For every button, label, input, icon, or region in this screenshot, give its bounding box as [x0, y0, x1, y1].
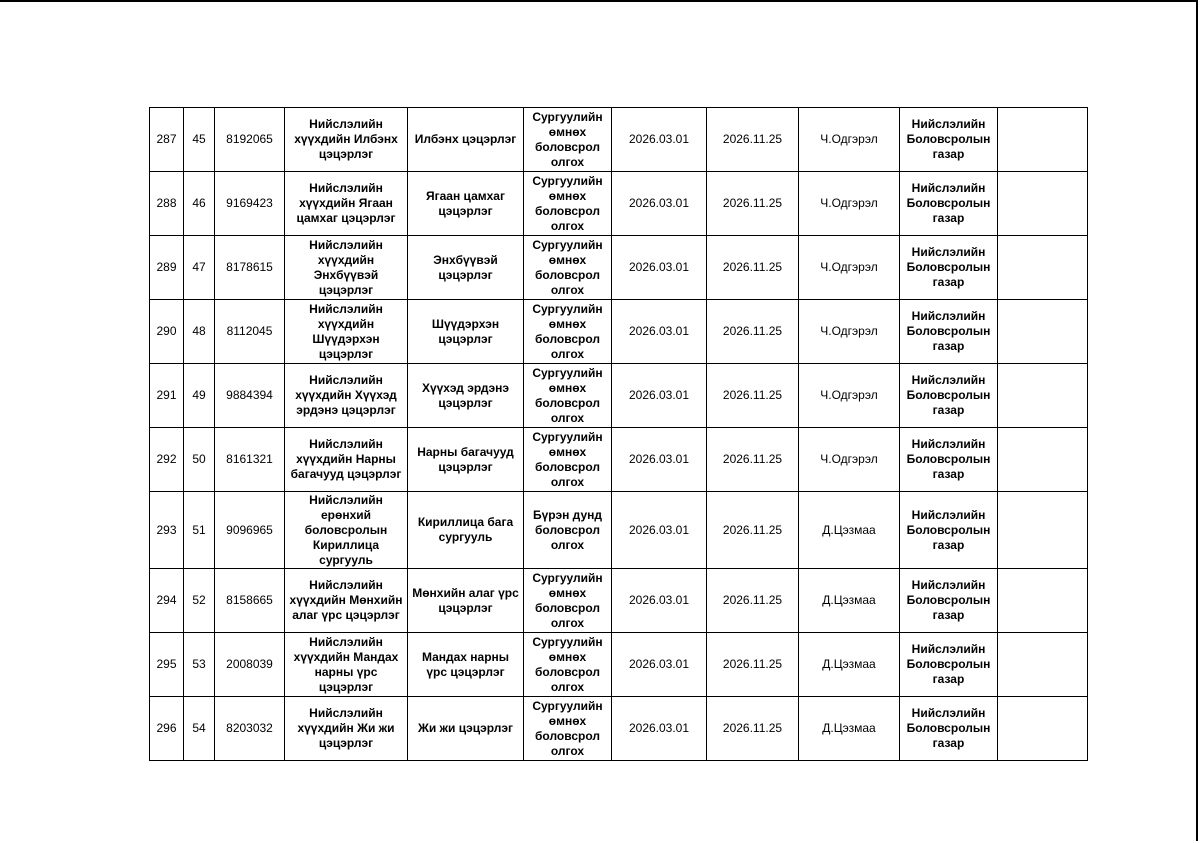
end-date: 2026.11.25 [707, 697, 799, 761]
end-date: 2026.11.25 [707, 300, 799, 364]
organization-name: Нийслэлийн хүүхдийн Энхбүүвэй цэцэрлэг [285, 236, 408, 300]
registry-number: 8178615 [215, 236, 285, 300]
note-cell [998, 428, 1088, 492]
sub-number: 45 [184, 108, 215, 172]
organization-name: Нийслэлийн хүүхдийн Нарны багачууд цэцэрлэг [285, 428, 408, 492]
table-row [150, 569, 1088, 633]
organization-name: Нийслэлийн хүүхдийн Жи жи цэцэрлэг [285, 697, 408, 761]
organization-name: Нийслэлийн хүүхдийн Илбэнх цэцэрлэг [285, 108, 408, 172]
sub-number: 50 [184, 428, 215, 492]
short-name: Шүүдэрхэн цэцэрлэг [408, 300, 524, 364]
authority: Нийслэлийн Боловсролын газар [900, 697, 998, 761]
table-row [150, 172, 1088, 236]
registry-number: 8158665 [215, 569, 285, 633]
education-level: Сургуулийн өмнөх боловсрол олгох [524, 633, 612, 697]
registry-number: 8161321 [215, 428, 285, 492]
table-row [150, 364, 1088, 428]
responsible-person: Д.Цэзмаа [799, 633, 900, 697]
start-date: 2026.03.01 [612, 236, 707, 300]
responsible-person: Ч.Одгэрэл [799, 428, 900, 492]
education-level: Бүрэн дунд боловсрол олгох [524, 492, 612, 569]
table-row [150, 633, 1088, 697]
education-level: Сургуулийн өмнөх боловсрол олгох [524, 172, 612, 236]
note-cell [998, 569, 1088, 633]
start-date: 2026.03.01 [612, 492, 707, 569]
responsible-person: Ч.Одгэрэл [799, 364, 900, 428]
authority: Нийслэлийн Боловсролын газар [900, 569, 998, 633]
note-cell [998, 697, 1088, 761]
education-level: Сургуулийн өмнөх боловсрол олгох [524, 300, 612, 364]
short-name: Мандах нарны үрс цэцэрлэг [408, 633, 524, 697]
table-row [150, 428, 1088, 492]
end-date: 2026.11.25 [707, 108, 799, 172]
organization-name: Нийслэлийн хүүхдийн Мөнхийн алаг үрс цэцэрлэг [285, 569, 408, 633]
registry-number: 8112045 [215, 300, 285, 364]
authority: Нийслэлийн Боловсролын газар [900, 428, 998, 492]
start-date: 2026.03.01 [612, 172, 707, 236]
row-number: 292 [150, 428, 184, 492]
organization-name: Нийслэлийн ерөнхий боловсролын Кириллица сургууль [285, 492, 408, 569]
authority: Нийслэлийн Боловсролын газар [900, 108, 998, 172]
table-row [150, 300, 1088, 364]
organization-name: Нийслэлийн хүүхдийн Шүүдэрхэн цэцэрлэг [285, 300, 408, 364]
authority: Нийслэлийн Боловсролын газар [900, 172, 998, 236]
end-date: 2026.11.25 [707, 236, 799, 300]
end-date: 2026.11.25 [707, 428, 799, 492]
note-cell [998, 236, 1088, 300]
short-name: Жи жи цэцэрлэг [408, 697, 524, 761]
registry-number: 8203032 [215, 697, 285, 761]
start-date: 2026.03.01 [612, 569, 707, 633]
authority: Нийслэлийн Боловсролын газар [900, 300, 998, 364]
short-name: Илбэнх цэцэрлэг [408, 108, 524, 172]
start-date: 2026.03.01 [612, 300, 707, 364]
end-date: 2026.11.25 [707, 172, 799, 236]
registry-number: 9169423 [215, 172, 285, 236]
responsible-person: Д.Цэзмаа [799, 492, 900, 569]
table-row [150, 108, 1088, 172]
start-date: 2026.03.01 [612, 697, 707, 761]
row-number: 287 [150, 108, 184, 172]
responsible-person: Ч.Одгэрэл [799, 300, 900, 364]
registry-number: 9884394 [215, 364, 285, 428]
registry-number: 9096965 [215, 492, 285, 569]
table-row [150, 236, 1088, 300]
education-level: Сургуулийн өмнөх боловсрол олгох [524, 364, 612, 428]
row-number: 291 [150, 364, 184, 428]
table-row [150, 697, 1088, 761]
sub-number: 49 [184, 364, 215, 428]
registry-number: 2008039 [215, 633, 285, 697]
sub-number: 53 [184, 633, 215, 697]
end-date: 2026.11.25 [707, 633, 799, 697]
short-name: Ягаан цамхаг цэцэрлэг [408, 172, 524, 236]
note-cell [998, 172, 1088, 236]
note-cell [998, 364, 1088, 428]
note-cell [998, 492, 1088, 569]
row-number: 290 [150, 300, 184, 364]
start-date: 2026.03.01 [612, 428, 707, 492]
short-name: Кириллица бага сургууль [408, 492, 524, 569]
authority: Нийслэлийн Боловсролын газар [900, 633, 998, 697]
sub-number: 47 [184, 236, 215, 300]
sub-number: 46 [184, 172, 215, 236]
short-name: Хүүхэд эрдэнэ цэцэрлэг [408, 364, 524, 428]
short-name: Нарны багачууд цэцэрлэг [408, 428, 524, 492]
authority: Нийслэлийн Боловсролын газар [900, 492, 998, 569]
responsible-person: Д.Цэзмаа [799, 697, 900, 761]
organization-name: Нийслэлийн хүүхдийн Ягаан цамхаг цэцэрлэг [285, 172, 408, 236]
organization-name: Нийслэлийн хүүхдийн Хүүхэд эрдэнэ цэцэрлэг [285, 364, 408, 428]
start-date: 2026.03.01 [612, 633, 707, 697]
sub-number: 48 [184, 300, 215, 364]
responsible-person: Ч.Одгэрэл [799, 108, 900, 172]
registry-number: 8192065 [215, 108, 285, 172]
row-number: 288 [150, 172, 184, 236]
responsible-person: Ч.Одгэрэл [799, 172, 900, 236]
start-date: 2026.03.01 [612, 108, 707, 172]
sub-number: 54 [184, 697, 215, 761]
education-level: Сургуулийн өмнөх боловсрол олгох [524, 236, 612, 300]
education-level: Сургуулийн өмнөх боловсрол олгох [524, 697, 612, 761]
license-table [149, 107, 1088, 761]
end-date: 2026.11.25 [707, 569, 799, 633]
education-level: Сургуулийн өмнөх боловсрол олгох [524, 108, 612, 172]
short-name: Мөнхийн алаг үрс цэцэрлэг [408, 569, 524, 633]
end-date: 2026.11.25 [707, 492, 799, 569]
organization-name: Нийслэлийн хүүхдийн Мандах нарны үрс цэцэрлэг [285, 633, 408, 697]
end-date: 2026.11.25 [707, 364, 799, 428]
responsible-person: Д.Цэзмаа [799, 569, 900, 633]
row-number: 289 [150, 236, 184, 300]
sub-number: 52 [184, 569, 215, 633]
responsible-person: Ч.Одгэрэл [799, 236, 900, 300]
row-number: 295 [150, 633, 184, 697]
row-number: 294 [150, 569, 184, 633]
sub-number: 51 [184, 492, 215, 569]
note-cell [998, 633, 1088, 697]
education-level: Сургуулийн өмнөх боловсрол олгох [524, 569, 612, 633]
authority: Нийслэлийн Боловсролын газар [900, 236, 998, 300]
start-date: 2026.03.01 [612, 364, 707, 428]
education-level: Сургуулийн өмнөх боловсрол олгох [524, 428, 612, 492]
note-cell [998, 108, 1088, 172]
authority: Нийслэлийн Боловсролын газар [900, 364, 998, 428]
row-number: 296 [150, 697, 184, 761]
row-number: 293 [150, 492, 184, 569]
table-row [150, 492, 1088, 569]
note-cell [998, 300, 1088, 364]
short-name: Энхбүүвэй цэцэрлэг [408, 236, 524, 300]
